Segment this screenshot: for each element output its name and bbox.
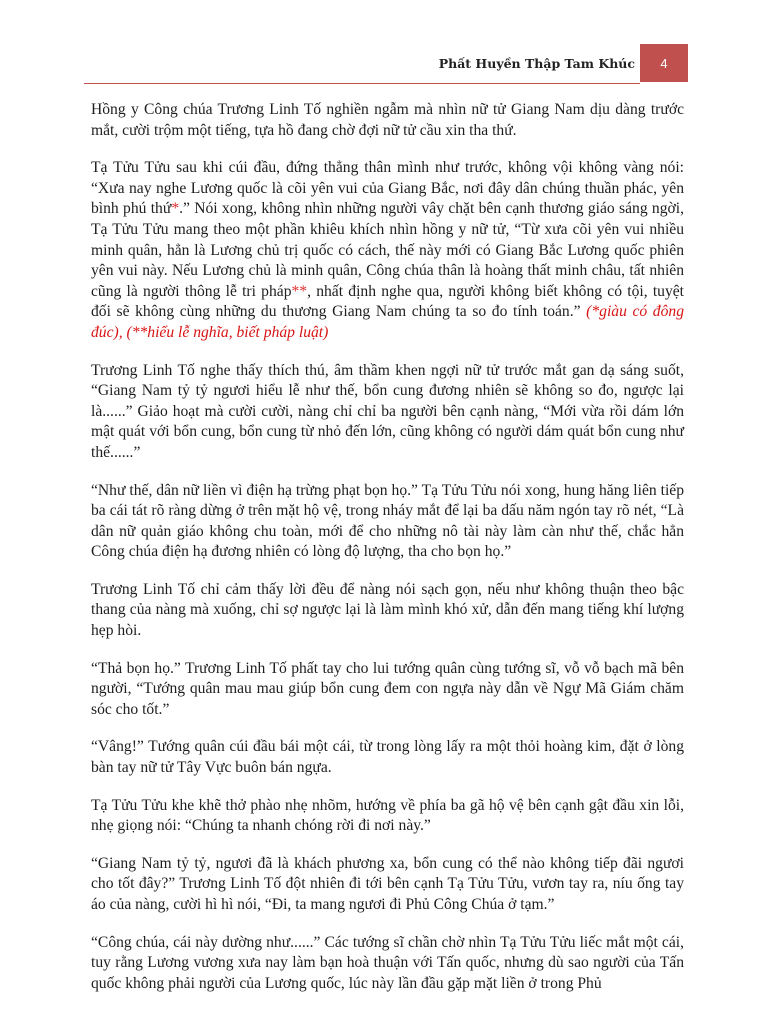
paragraph-text: Tạ Tửu Tửu sau khi cúi đầu, đứng thẳng thân mình như trước, không vội không vàng nói: “Xưa nay nghe Lương quốc là cõi yên vui của Giang Bắc, nơi đây dân chúng thuần phác, yên bình phú thứ (91, 159, 684, 218)
paragraph: “Giang Nam tỷ tỷ, ngươi đã là khách phương xa, bổn cung có thể nào không tiếp đãi ngươi cho tốt đây?” Trương Linh Tố đột nhiên đi tới bên cạnh Tạ Tửu Tửu, vươn tay ra, níu ống tay áo của nàng, cười hì hì nói, “Đi, ta mang ngươi đi Phủ Công Chúa ở tạm.” (91, 854, 684, 913)
paragraph: “Công chúa, cái này dường như......” Các tướng sĩ chần chờ nhìn Tạ Tửu Tửu liếc mắt một cái, tuy rằng Lương vương xưa nay làm bạn hoà thuận với Tấn quốc, nhưng dù sao người của Tấn quốc không phải người của Lương quốc, lúc này lần đầu gặp mặt liền ở trong Phủ (91, 933, 684, 992)
page-number: 4 (660, 55, 668, 71)
translator-note: (*giàu có đông đúc), (**hiểu lễ nghĩa, biết pháp luật) (91, 303, 684, 341)
paragraph: “Thả bọn họ.” Trương Linh Tố phất tay cho lui tướng quân cùng tướng sĩ, vỗ vỗ bạch mã bên người, “Tướng quân mau mau giúp bổn cung đem con ngựa này dẫn về Ngự Mã Giám chăm sóc cho tốt.” (91, 659, 684, 718)
footnote-marker: ** (291, 282, 308, 300)
paragraph: “Vâng!” Tướng quân cúi đầu bái một cái, từ trong lòng lấy ra một thỏi hoàng kim, đặt ở lòng bàn tay nữ tử Tây Vực buôn bán ngựa. (91, 738, 684, 777)
paragraph (91, 158, 684, 343)
paragraph-text: .” Nói xong, không nhìn những người vây chặt bên cạnh thương giáo sáng ngời, Tạ Tửu Tửu mang theo một phần khiêu khích nhìn hồng y nữ tử, “Từ xưa cõi yên vui nhiều minh quân, hẳn là Lương chủ trị quốc có cách, thế này mới có Giang Bắc Lương quốc phiên yên vui này. Nếu Lương chủ là minh quân, Công chúa thân là hoàng thất minh châu, tất nhiên cũng là người thông lễ tri pháp (91, 200, 684, 300)
paragraph: Trương Linh Tố chỉ cảm thấy lời đều để nàng nói sạch gọn, nếu như không thuận theo bậc thang của nàng mà xuống, chỉ sợ ngược lại là làm mình khó xử, dẫn đến mang tiếng khí lượng hẹp hòi. (91, 580, 684, 640)
page-number-badge (640, 44, 688, 82)
paragraph: Hồng y Công chúa Trương Linh Tố nghiền ngẫm mà nhìn nữ tử Giang Nam dịu dàng trước mắt, cười trộm một tiếng, tựa hồ đang chờ đợi nữ tử cầu xin tha thứ. (91, 101, 684, 139)
paragraph: Trương Linh Tố nghe thấy thích thú, âm thầm khen ngợi nữ tử trước mắt gan dạ sáng suốt, “Giang Nam tỷ tỷ ngươi hiểu lễ như thế, bổn cung đương nhiên sẽ không so đo, ngược lại là......” Giảo hoạt mà cười cười, nàng chỉ chỉ ba người bên cạnh nàng, “Mới vừa rồi dám lớn mật quát với bổn cung, bổn cung từ nhỏ đến lớn, cũng không có người dám quát bổn cung như thế......” (91, 361, 684, 461)
footnote-marker: * (171, 200, 180, 218)
page-body (91, 100, 684, 1011)
book-title: Phất Huyền Thập Tam Khúc (438, 56, 635, 71)
header-divider (84, 83, 640, 84)
paragraph: Tạ Tửu Tửu khe khẽ thở phào nhẹ nhõm, hướng về phía ba gã hộ vệ bên cạnh gật đầu xin lỗi, nhẹ giọng nói: “Chúng ta nhanh chóng rời đi nơi này.” (91, 796, 684, 835)
paragraph-text: , nhất định nghe qua, người không biết không có tội, tuyệt đối sẽ không cùng những du thương Giang Nam chúng ta so đo tính toán.” (91, 282, 685, 321)
paragraph: “Như thế, dân nữ liền vì điện hạ trừng phạt bọn họ.” Tạ Tửu Tửu nói xong, hung hăng liên tiếp ba cái tát rõ ràng dừng ở trên mặt hộ vệ, trong nháy mắt để lại ba dấu năm ngón tay rõ nét, “Là dân nữ quản giáo không chu toàn, mới để cho những nô tài này làm càn như thế, chắc hẳn Công chúa điện hạ đương nhiên có lòng độ lượng, tha cho bọn họ.” (91, 481, 684, 561)
page-header (0, 44, 772, 84)
